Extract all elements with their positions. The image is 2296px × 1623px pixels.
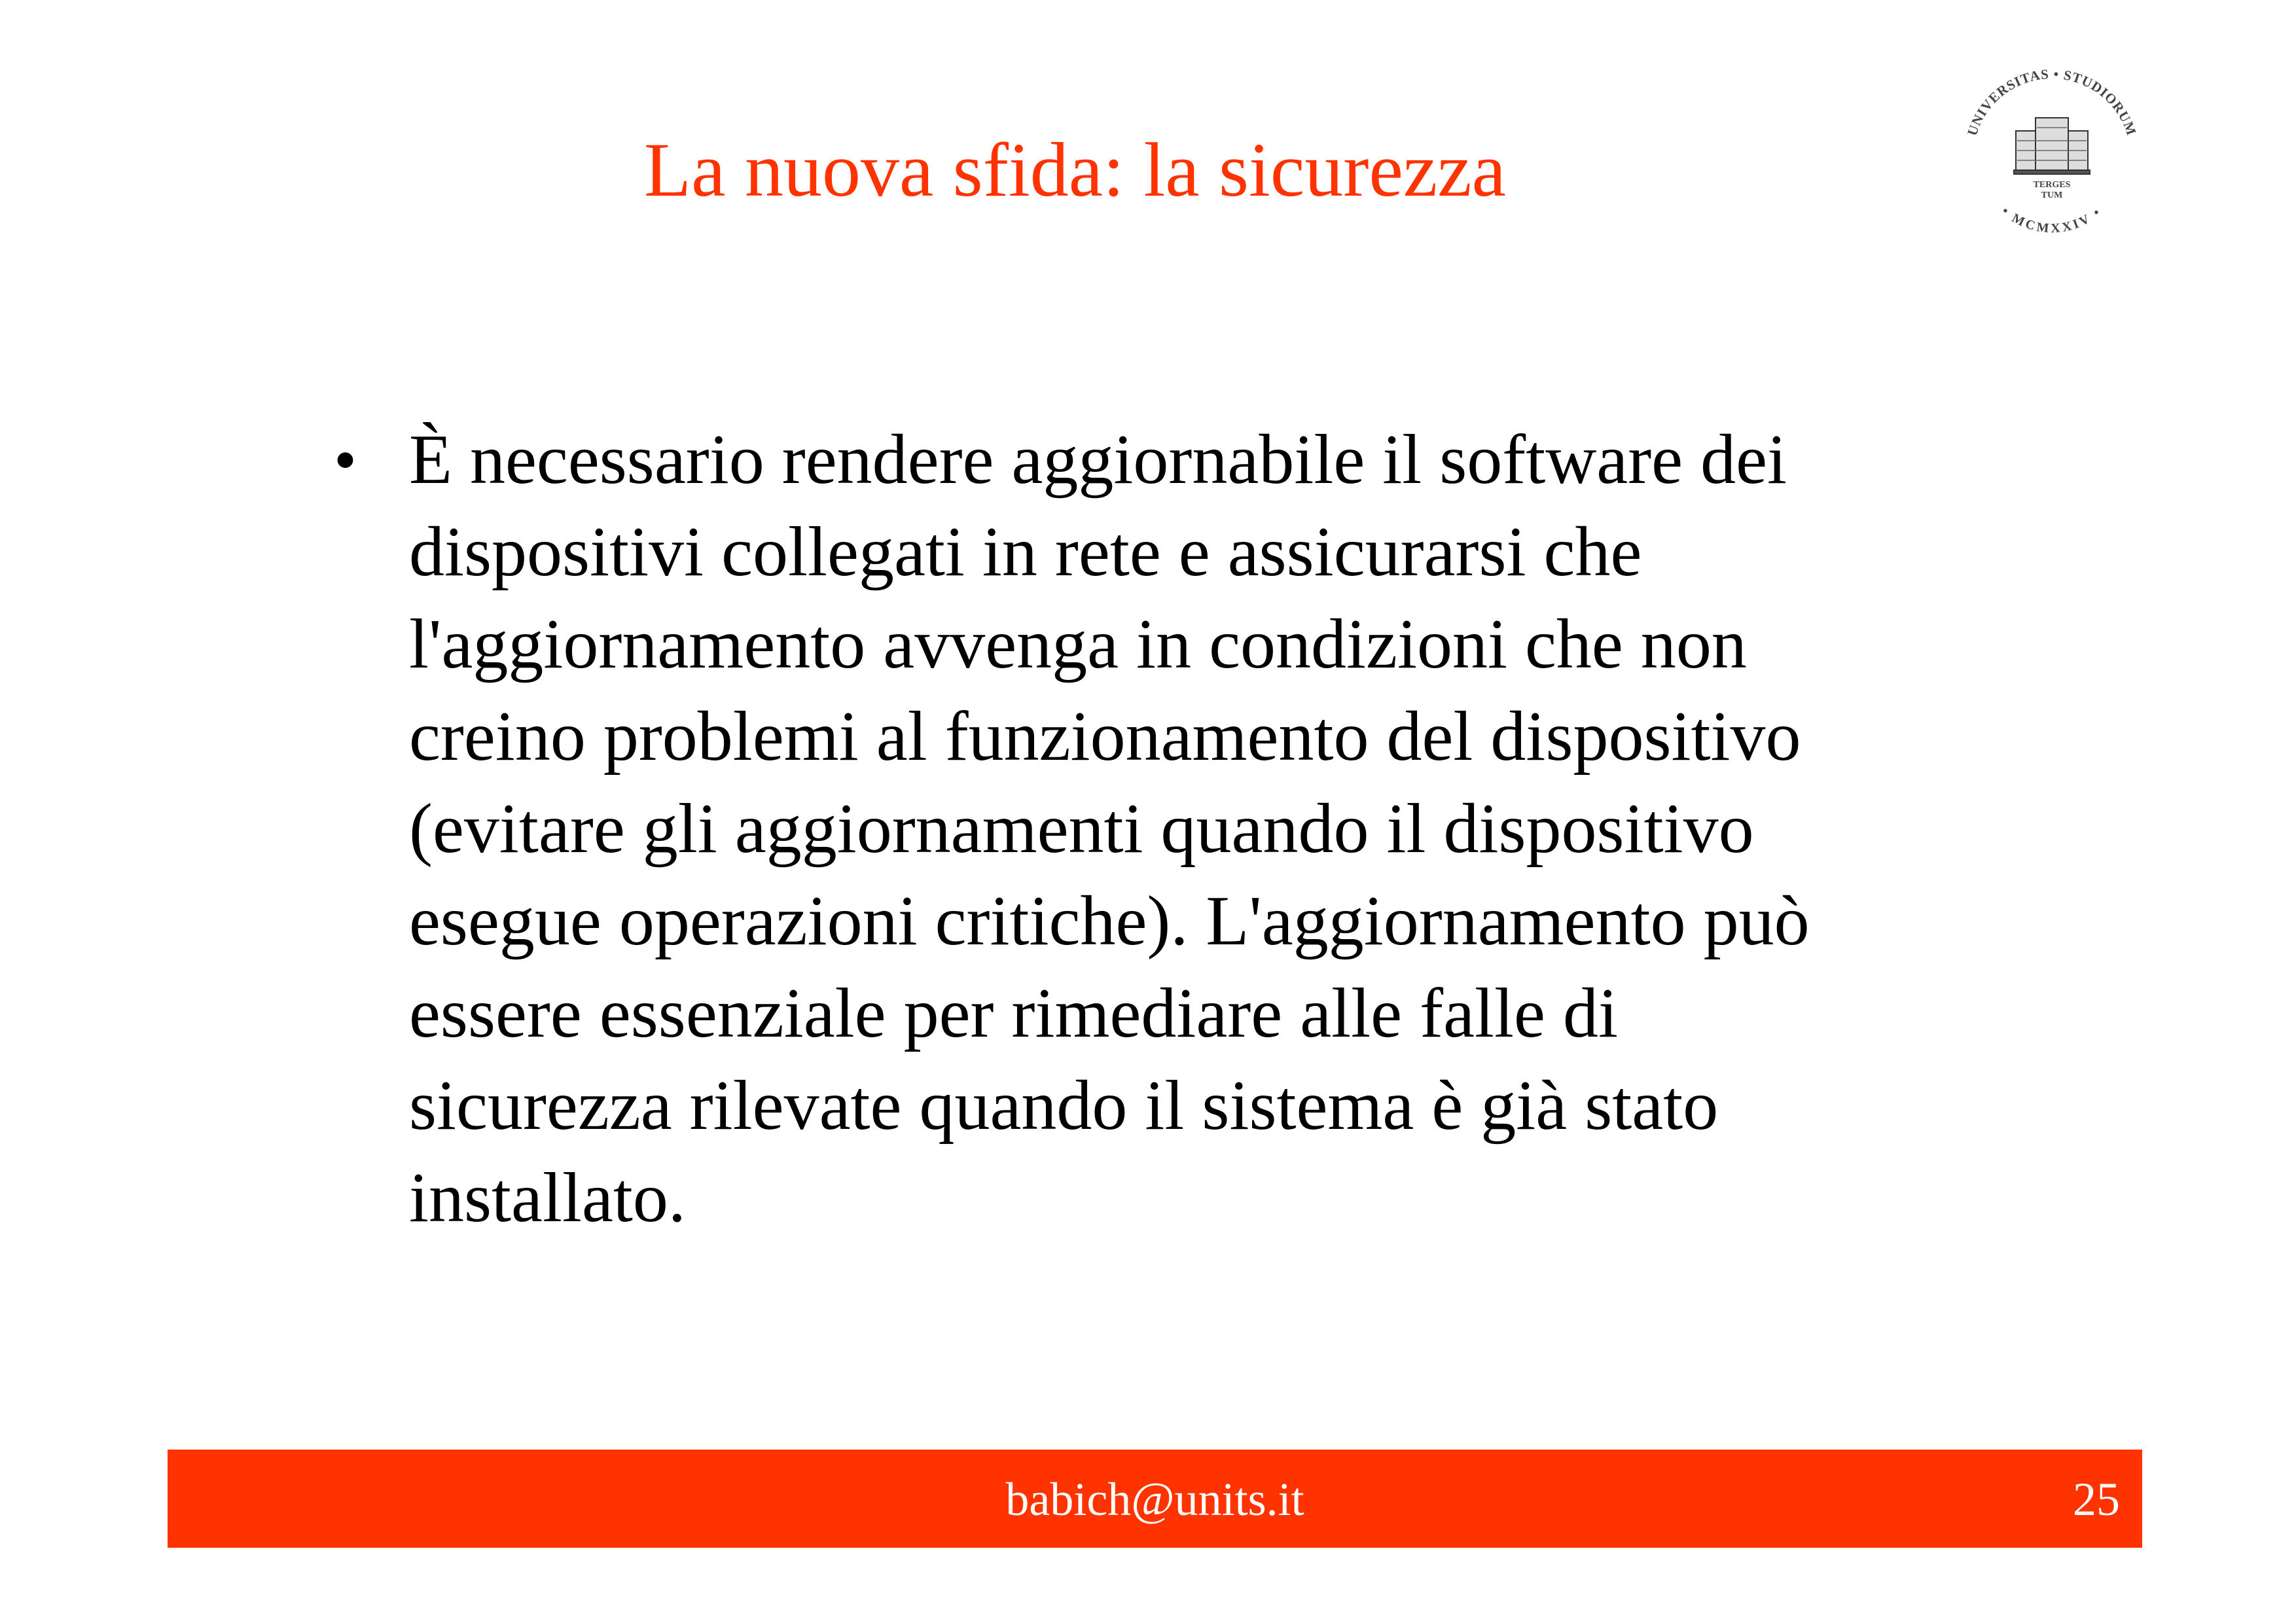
svg-text:TUM: TUM [2041, 190, 2063, 200]
bullet-line: creino problemi al funzionamento del dispositivo [409, 698, 1801, 776]
svg-text:UNIVERSITAS • STUDIORUM: UNIVERSITAS • STUDIORUM [1964, 65, 2140, 138]
bullet-line: dispositivi collegati in rete e assicurarsi che [409, 513, 1642, 591]
bullet-marker: • [334, 423, 357, 496]
page-number: 25 [2073, 1473, 2120, 1525]
footer-email: babich@units.it [1005, 1473, 1304, 1525]
university-seal-logo [1960, 65, 2144, 249]
bullet-line: esegue operazioni critiche). L'aggiornamento può [409, 882, 1810, 960]
bullet-line: l'aggiornamento avvenga in condizioni che non [409, 605, 1747, 683]
svg-text:TERGES: TERGES [2033, 180, 2071, 190]
bullet-line: installato. [409, 1159, 686, 1237]
bullet-line: (evitare gli aggiornamenti quando il dispositivo [409, 790, 1754, 868]
bullet-line: essere essenziale per rimediare alle falle di [409, 974, 1618, 1052]
bullet-line: È necessario rendere aggiornabile il software dei [409, 421, 1787, 499]
footer-bar [168, 1450, 2142, 1548]
slide-title: La nuova sfida: la sicurezza [643, 127, 1506, 213]
bullet-text [409, 414, 2045, 1244]
castle-icon [2014, 118, 2090, 174]
bullet-line: sicurezza rilevate quando il sistema è già stato [409, 1067, 1719, 1145]
svg-text:• MCMXXIV •: • MCMXXIV • [1998, 204, 2106, 236]
